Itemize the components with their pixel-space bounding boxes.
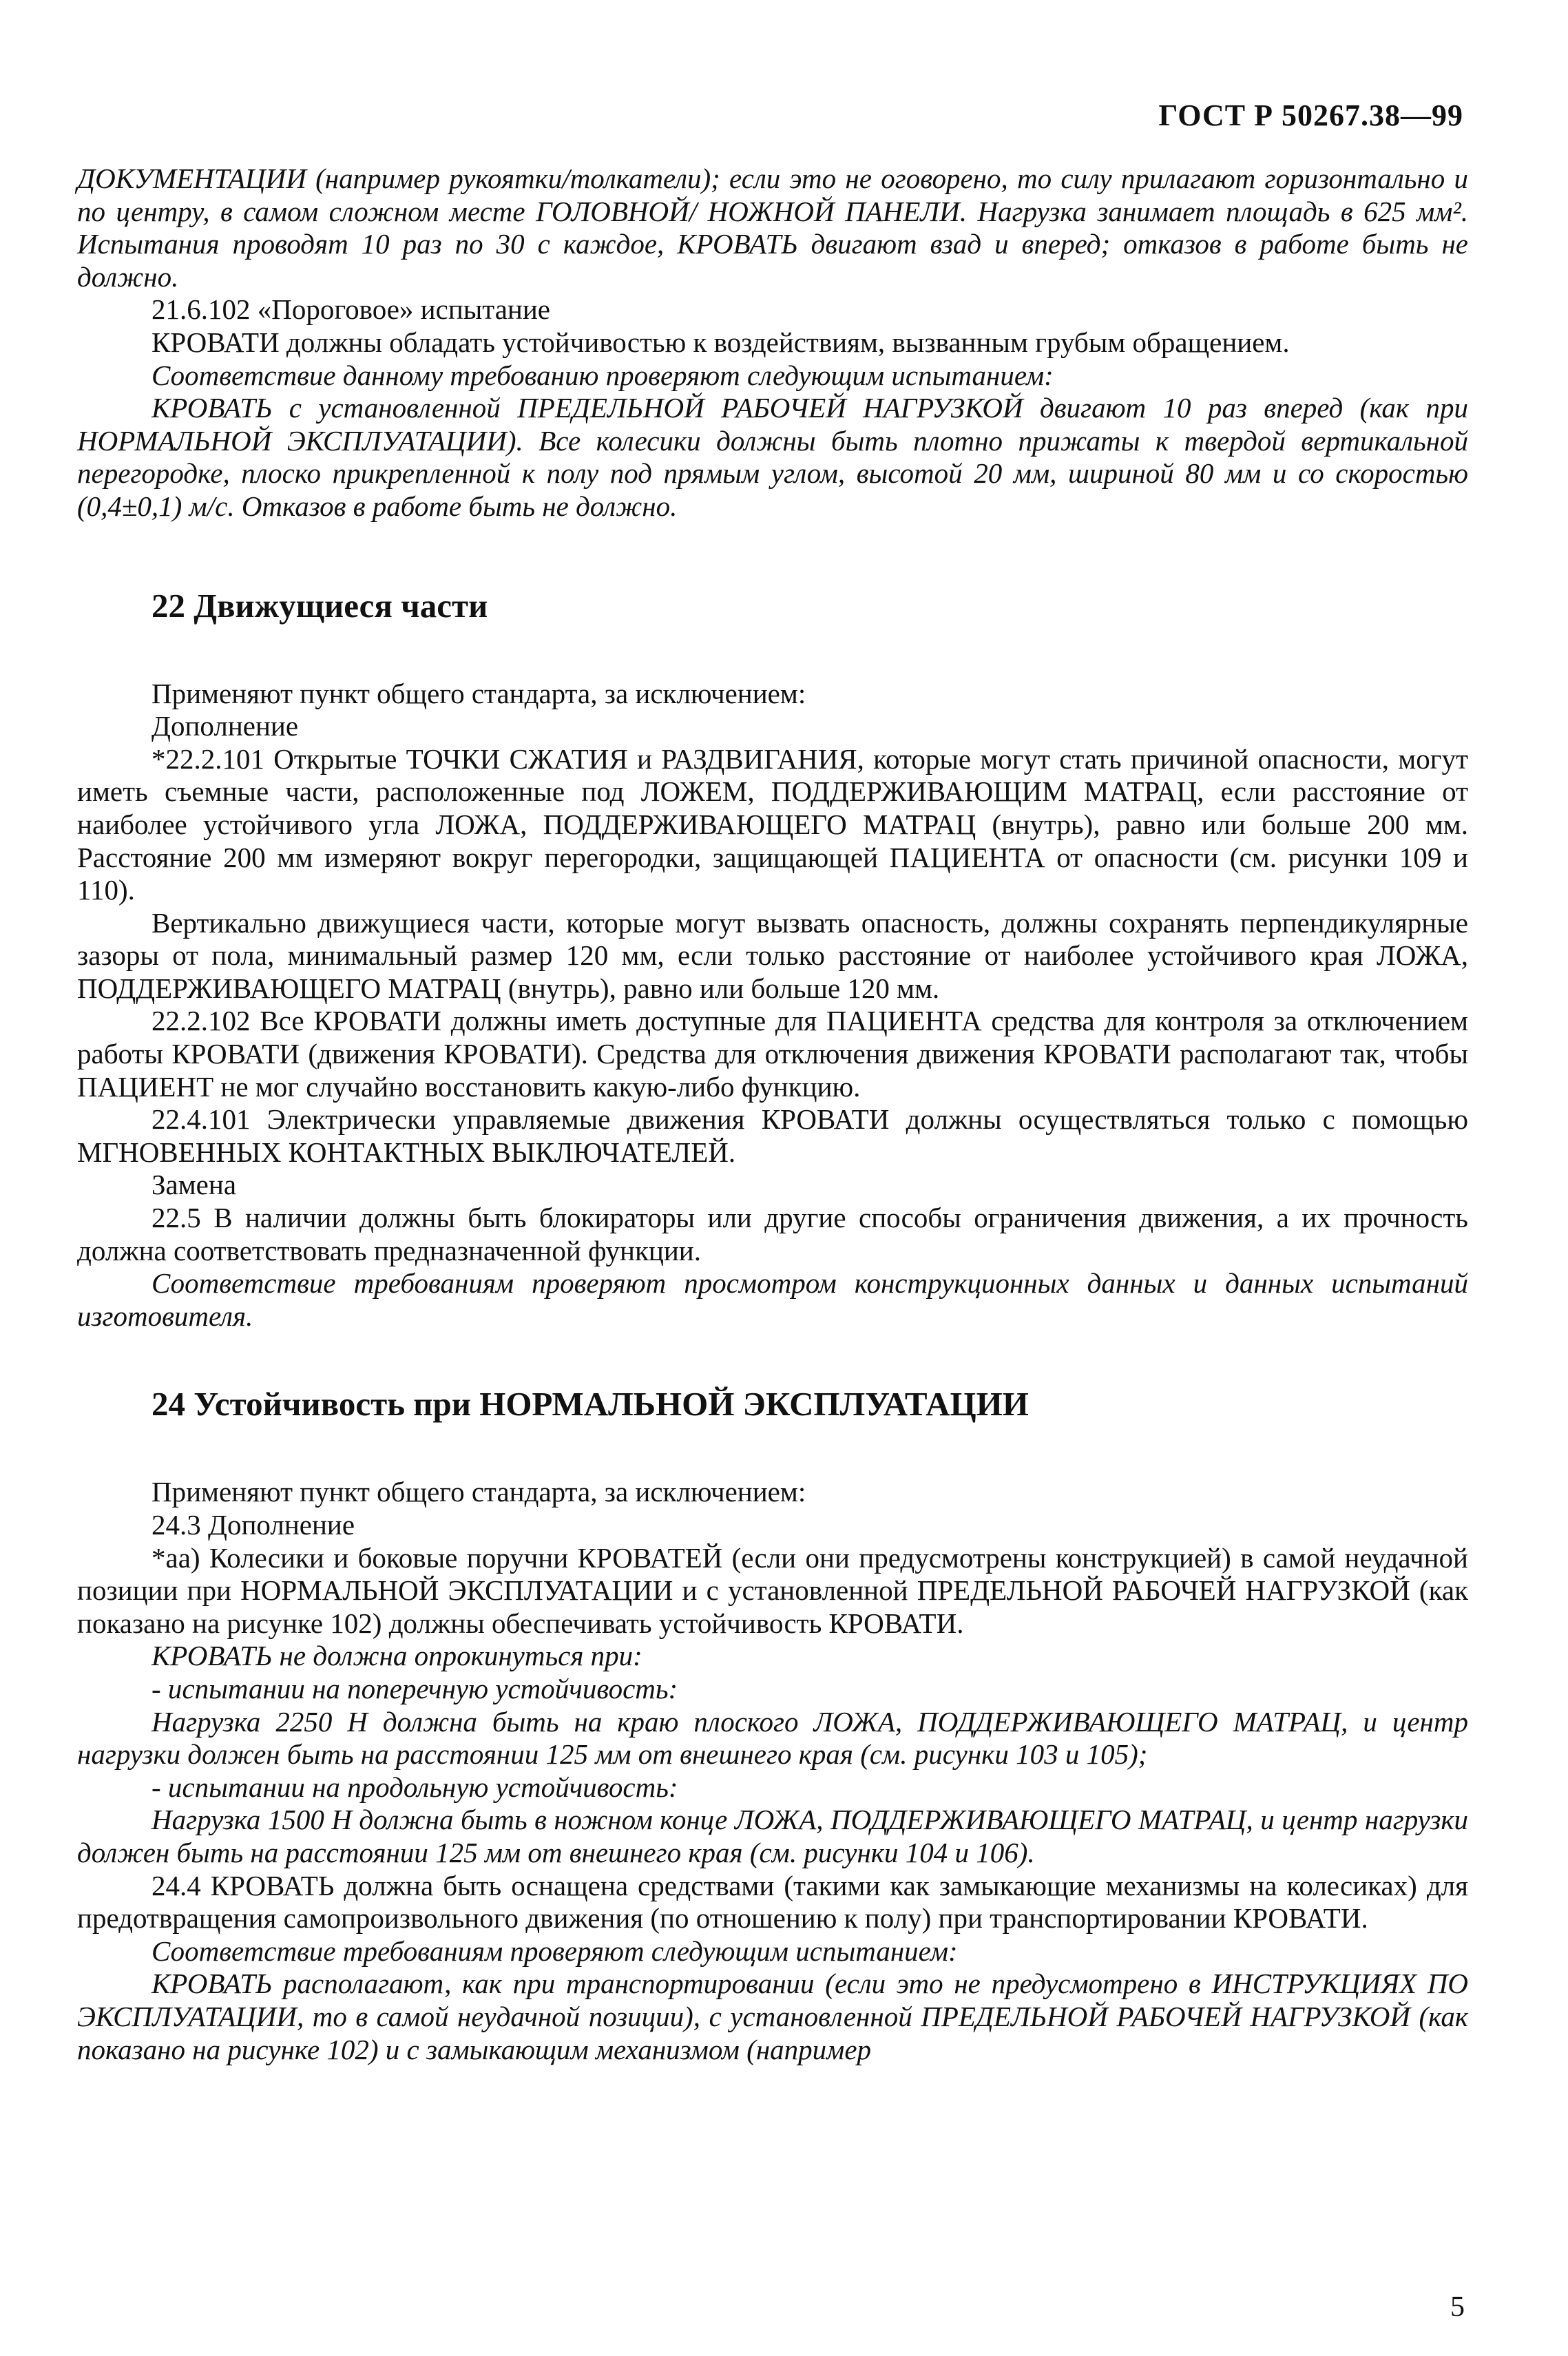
paragraph: Соответствие требованиям проверяют следующим испытанием: bbox=[151, 1935, 958, 1967]
block-section-24 bbox=[77, 1476, 1468, 2066]
paragraph: 22.4.101 Электрически управляемые движения КРОВАТИ должны осуществляться только с помощью МГНОВЕННЫХ КОНТАКТНЫХ ВЫКЛЮЧАТЕЛЕЙ. bbox=[77, 1103, 1468, 1168]
block-section-22 bbox=[77, 678, 1468, 1333]
paragraph: Вертикально движущиеся части, которые могут вызвать опасность, должны сохранять перпендикулярные зазоры от пола, минимальный размер 120 мм, если только расстояние от наиболее устойчивого края ЛОЖА, ПОДДЕРЖИВАЮЩЕГО МАТРАЦ (внутрь), равно или больше 120 мм. bbox=[77, 906, 1468, 1004]
paragraph: Нагрузка 1500 Н должна быть в ножном конце ЛОЖА, ПОДДЕРЖИВАЮЩЕГО МАТРАЦ, и центр нагрузки должен быть на расстоянии 125 мм от внешнего края (см. рисунки 104 и 106). bbox=[77, 1804, 1468, 1868]
paragraph: Соответствие требованиям проверяют просмотром конструкционных данных и данных испытаний изготовителя. bbox=[77, 1267, 1468, 1332]
section-heading-24: 24 Устойчивость при НОРМАЛЬНОЙ ЭКСПЛУАТАЦИИ bbox=[151, 1385, 1029, 1424]
page-number: 5 bbox=[1450, 2291, 1465, 2323]
block-continuation bbox=[77, 163, 1468, 523]
paragraph: *22.2.101 Открытые ТОЧКИ СЖАТИЯ и РАЗДВИГАНИЯ, которые могут стать причиной опасности, могут иметь съемные части, расположенные под ЛОЖЕМ, ПОДДЕРЖИВАЮЩИМ МАТРАЦ, если расстояние от наиболее устойчивого угла ЛОЖА, ПОДДЕРЖИВАЮЩЕГО МАТРАЦ (внутрь), равно или больше 200 мм. Расстояние 200 мм измеряют вокруг перегородки, защищающей ПАЦИЕНТА от опасности (см. рисунки 109 и 110). bbox=[77, 742, 1468, 906]
paragraph: *aa) Колесики и боковые поручни КРОВАТЕЙ (если они предусмотрены конструкцией) в самой неудачной позиции при НОРМАЛЬНОЙ ЭКСПЛУАТАЦИИ и с установленной ПРЕДЕЛЬНОЙ РАБОЧЕЙ НАГРУЗКОЙ (как показано на рисунке 102) должны обеспечивать устойчивость КРОВАТИ. bbox=[77, 1541, 1468, 1639]
paragraph: КРОВАТИ должны обладать устойчивостью к воздействиям, вызванным грубым обращением. bbox=[151, 326, 1290, 358]
document-code: ГОСТ Р 50267.38—99 bbox=[1158, 98, 1463, 132]
paragraph: ДОКУМЕНТАЦИИ (например рукоятки/толкатели); если это не оговорено, то силу прилагают горизонтально и по центру, в самом сложном месте ГОЛОВНОЙ/ НОЖНОЙ ПАНЕЛИ. Нагрузка занимает площадь в 625 мм². Испытания проводят 10 раз по 30 с каждое, КРОВАТЬ двигают взад и вперед; отказов в работе быть не должно. bbox=[77, 163, 1468, 293]
paragraph: 24.4 КРОВАТЬ должна быть оснащена средствами (такими как замыкающие механизмы на колесиках) для предотвращения самопроизвольного движения (по отношению к полу) при транспортировании КРОВАТИ. bbox=[77, 1869, 1468, 1935]
paragraph: - испытании на поперечную устойчивость: bbox=[151, 1672, 678, 1705]
paragraph: КРОВАТЬ с установленной ПРЕДЕЛЬНОЙ РАБОЧЕЙ НАГРУЗКОЙ двигают 10 раз вперед (как при НОРМАЛЬНОЙ ЭКСПЛУАТАЦИИ). Все колесики должны быть плотно прижаты к твердой вертикальной перегородке, плоско прикрепленной к полу под прямым углом, высотой 20 мм, шириной 80 мм и со скоростью (0,4±0,1) м/с. Отказов в работе быть не должно. bbox=[77, 392, 1468, 522]
paragraph: - испытании на продольную устойчивость: bbox=[151, 1771, 678, 1803]
paragraph: Применяют пункт общего стандарта, за исключением: bbox=[151, 1476, 806, 1508]
document-body bbox=[77, 163, 1468, 2066]
paragraph: Нагрузка 2250 Н должна быть на краю плоского ЛОЖА, ПОДДЕРЖИВАЮЩЕГО МАТРАЦ, и центр нагрузки должен быть на расстоянии 125 мм от внешнего края (см. рисунки 103 и 105); bbox=[77, 1705, 1468, 1771]
paragraph: КРОВАТЬ располагают, как при транспортировании (если это не предусмотрено в ИНСТРУКЦИЯХ ПО ЭКСПЛУАТАЦИИ, то в самой неудачной позиции), с установленной ПРЕДЕЛЬНОЙ РАБОЧЕЙ НАГРУЗКОЙ (как показано на рисунке 102) и с замыкающим механизмом (например bbox=[77, 1968, 1468, 2065]
paragraph: 22.5 В наличии должны быть блокираторы или другие способы ограничения движения, а их прочность должна соответствовать предназначенной функции. bbox=[77, 1202, 1468, 1266]
paragraph: 24.3 Дополнение bbox=[151, 1509, 355, 1541]
paragraph: Соответствие данному требованию проверяют следующим испытанием: bbox=[151, 359, 1054, 391]
section-heading-22: 22 Движущиеся части bbox=[151, 586, 488, 625]
paragraph: Применяют пункт общего стандарта, за исключением: bbox=[151, 677, 806, 709]
paragraph: Дополнение bbox=[151, 710, 299, 742]
paragraph: 21.6.102 «Пороговое» испытание bbox=[151, 293, 551, 326]
paragraph: КРОВАТЬ не должна опрокинуться при: bbox=[151, 1640, 642, 1672]
paragraph: 22.2.102 Все КРОВАТИ должны иметь доступные для ПАЦИЕНТА средства для контроля за отключением работы КРОВАТИ (движения КРОВАТИ). Средства для отключения движения КРОВАТИ располагают так, чтобы ПАЦИЕНТ не мог случайно восстановить какую-либо функцию. bbox=[77, 1005, 1468, 1103]
paragraph: Замена bbox=[151, 1169, 237, 1201]
